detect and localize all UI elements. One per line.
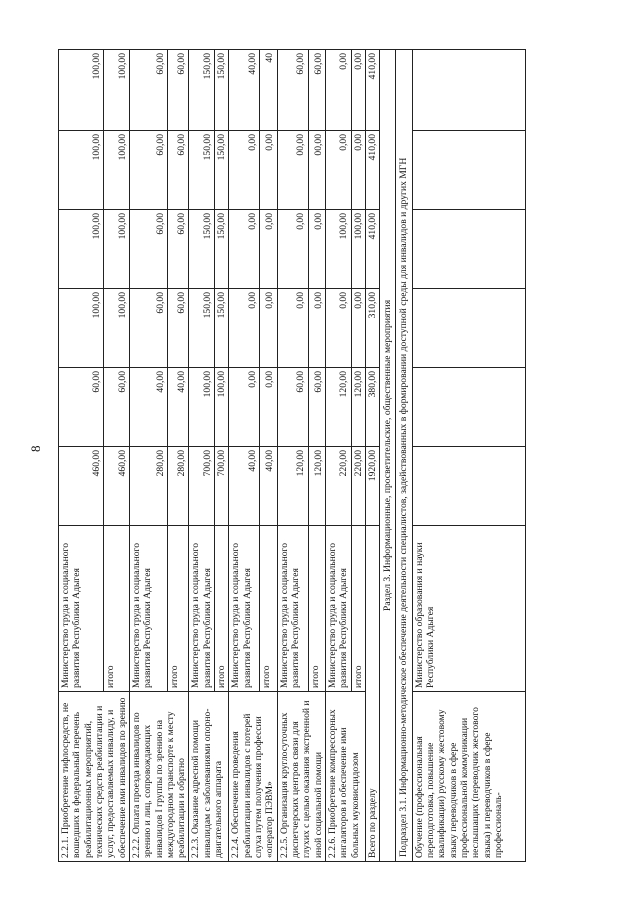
total-value-cell: 00,00: [308, 131, 325, 210]
value-cell: 0,00: [229, 131, 260, 210]
value-cell: 100,00: [189, 368, 215, 447]
value-cell: 150,00: [189, 131, 215, 210]
value-cell: 0,00: [229, 210, 260, 289]
measure-executor: Министерство труда и социального развития Республики Адыгея: [129, 526, 167, 692]
section-total-value: 1920,00: [365, 447, 379, 526]
value-cell: 100,00: [59, 131, 104, 210]
value-cell: [412, 289, 525, 368]
total-value-cell: 60,00: [308, 50, 325, 131]
measure-name: 2.2.6. Приобретение компрессорных ингаляторов и обеспечение ими больных муковисцидозом: [325, 692, 365, 862]
section-title: Раздел 3. Информационные, просветительские, общественные мероприятия: [380, 50, 396, 862]
total-value-cell: 150,00: [215, 131, 229, 210]
total-value-cell: 0,00: [351, 131, 365, 210]
total-value-cell: 100,00: [104, 50, 129, 131]
value-cell: 220,00: [325, 447, 351, 526]
section-total-label: Всего по разделу: [365, 526, 379, 862]
total-value-cell: 60,00: [168, 50, 189, 131]
measure-name: Обучение (профессиональная переподготовка, повышение квалификации) русскому жестовому языку переводчиков в сфере профессиональной коммуникации неслышащих (переводчик жестового языка) и переводчиков в сфере профессиональ-: [412, 692, 525, 862]
measure-executor: Министерство труда и социального развития Республики Адыгея: [59, 526, 104, 692]
total-value-cell: 700,00: [215, 447, 229, 526]
section-total-value: 410,00: [365, 50, 379, 131]
total-value-cell: 150,00: [215, 289, 229, 368]
total-value-cell: 40,00: [260, 447, 277, 526]
total-value-cell: 0,00: [351, 50, 365, 131]
total-value-cell: 120,00: [351, 368, 365, 447]
value-cell: 60,00: [59, 368, 104, 447]
table-body: [59, 50, 526, 862]
value-cell: 100,00: [59, 210, 104, 289]
value-cell: 100,00: [59, 50, 104, 131]
value-cell: 0,00: [325, 289, 351, 368]
value-cell: 280,00: [129, 447, 167, 526]
total-value-cell: 150,00: [215, 50, 229, 131]
total-value-cell: 0,00: [308, 210, 325, 289]
value-cell: 0,00: [229, 368, 260, 447]
value-cell: 0,00: [277, 289, 308, 368]
total-value-cell: 280,00: [168, 447, 189, 526]
total-value-cell: 100,00: [104, 210, 129, 289]
subsection-title-row: [396, 50, 412, 862]
total-value-cell: 0,00: [260, 210, 277, 289]
rotated-page: [58, 50, 526, 862]
total-value-cell: 60,00: [168, 131, 189, 210]
value-cell: 40,00: [129, 368, 167, 447]
section-total-row: [365, 50, 379, 862]
table-row: [129, 50, 167, 862]
table-row: [229, 50, 260, 862]
value-cell: 60,00: [129, 289, 167, 368]
total-value-cell: 60,00: [104, 368, 129, 447]
value-cell: [412, 50, 525, 131]
total-label: итого: [215, 526, 229, 692]
section-total-value: 410,00: [365, 131, 379, 210]
total-value-cell: 100,00: [215, 368, 229, 447]
value-cell: 60,00: [277, 368, 308, 447]
value-cell: 120,00: [325, 368, 351, 447]
value-cell: 60,00: [129, 210, 167, 289]
section-title-row: [380, 50, 396, 862]
value-cell: 120,00: [277, 447, 308, 526]
measure-executor: Министерство труда и социального развития Республики Адыгея: [229, 526, 260, 692]
value-cell: 100,00: [59, 289, 104, 368]
value-cell: 700,00: [189, 447, 215, 526]
value-cell: 60,00: [129, 131, 167, 210]
total-value-cell: 100,00: [351, 210, 365, 289]
value-cell: 40,00: [229, 50, 260, 131]
total-label: итого: [351, 526, 365, 692]
total-label: итого: [308, 526, 325, 692]
value-cell: [412, 368, 525, 447]
total-value-cell: 60,00: [168, 289, 189, 368]
measure-executor: Министерство труда и социального развития Республики Адыгея: [277, 526, 308, 692]
total-value-cell: 0,00: [260, 131, 277, 210]
total-value-cell: 0,00: [260, 289, 277, 368]
total-value-cell: 60,00: [308, 368, 325, 447]
total-value-cell: 150,00: [215, 210, 229, 289]
total-value-cell: 0,00: [351, 289, 365, 368]
program-table: [58, 49, 526, 862]
page-number: 8: [28, 445, 43, 452]
measure-name: 2.2.1. Приобретение тифлосредств, не вошедших в федеральный перечень реабилитационных мероприятий, технических средств реабилитации и услуг, предоставляемых инвалиду, и обеспечение ими инвалидов по зрению: [59, 692, 130, 862]
section-total-value: 410,00: [365, 210, 379, 289]
value-cell: 0,00: [325, 50, 351, 131]
value-cell: 60,00: [129, 50, 167, 131]
total-value-cell: 220,00: [351, 447, 365, 526]
measure-executor: Министерство труда и социального развития Республики Адыгея: [325, 526, 351, 692]
table-row: [325, 50, 351, 862]
total-value-cell: 100,00: [104, 131, 129, 210]
total-label: итого: [260, 526, 277, 692]
value-cell: 460,00: [59, 447, 104, 526]
total-value-cell: 40: [260, 50, 277, 131]
section-total-value: 380,00: [365, 368, 379, 447]
total-value-cell: 0,00: [308, 289, 325, 368]
table-row: [59, 50, 104, 862]
value-cell: 40,00: [229, 447, 260, 526]
value-cell: [412, 131, 525, 210]
table-row: [412, 50, 525, 862]
measure-name: 2.2.4. Обеспечение проведения реабилитации инвалидов с потерей слуха путем получения профессии «оператор ПЭВМ»: [229, 692, 277, 862]
value-cell: [412, 210, 525, 289]
value-cell: 150,00: [189, 50, 215, 131]
total-value-cell: 100,00: [104, 289, 129, 368]
value-cell: 0,00: [277, 210, 308, 289]
section-total-value: 310,00: [365, 289, 379, 368]
measure-name: 2.2.5. Организация круглосуточных диспетчерских центров связи для глухих с целью оказания экстренной и иной социальной помощи: [277, 692, 325, 862]
value-cell: 100,00: [325, 210, 351, 289]
total-label: итого: [104, 526, 129, 692]
total-value-cell: 40,00: [168, 368, 189, 447]
measure-executor: Министерство образования и науки Республики Адыгея: [412, 526, 525, 692]
subsection-title: Подраздел 3.1. Информационно-методическое обеспечение деятельности специалистов, задействованных в формировании доступной среды для инвалидов и других МГН: [396, 50, 412, 862]
value-cell: 0,00: [325, 131, 351, 210]
measure-executor: Министерство труда и социального развития Республики Адыгея: [189, 526, 215, 692]
total-value-cell: 120,00: [308, 447, 325, 526]
total-label: итого: [168, 526, 189, 692]
value-cell: 60,00: [277, 50, 308, 131]
value-cell: 00,00: [277, 131, 308, 210]
measure-name: 2.2.2. Оплата проезда инвалидов по зрению и лиц, сопровождающих инвалидов I группы по зрению на междугородном транспорте к месту реабилитации и обратно: [129, 692, 189, 862]
total-value-cell: 0,00: [260, 368, 277, 447]
total-value-cell: 460,00: [104, 447, 129, 526]
value-cell: [412, 447, 525, 526]
total-value-cell: 60,00: [168, 210, 189, 289]
value-cell: 150,00: [189, 289, 215, 368]
measure-name: 2.2.3. Оказание адресной помощи инвалидам с заболеваниями опорно-двигательного аппарата: [189, 692, 229, 862]
value-cell: 150,00: [189, 210, 215, 289]
table-row: [189, 50, 215, 862]
table-row: [277, 50, 308, 862]
value-cell: 0,00: [229, 289, 260, 368]
